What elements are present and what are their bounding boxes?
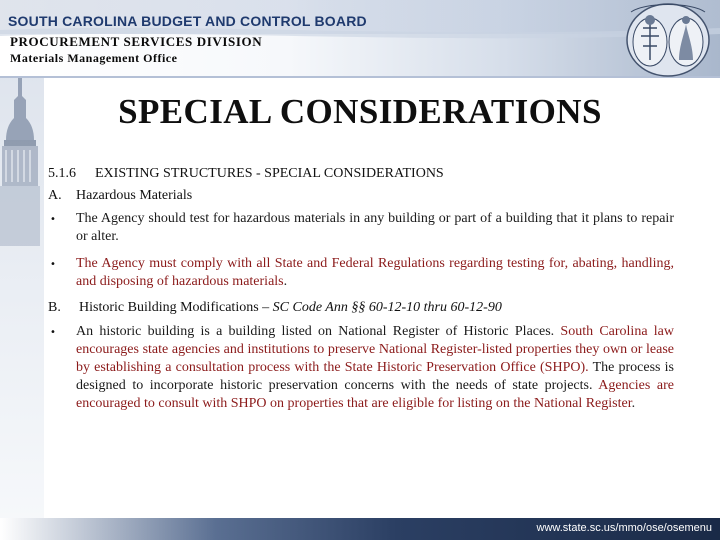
- office-name: Materials Management Office: [10, 51, 178, 65]
- part-b-seg-5: .: [631, 396, 636, 411]
- part-a-letter: A.: [48, 188, 62, 203]
- org-name: SOUTH CAROLINA BUDGET AND CONTROL BOARD: [8, 13, 367, 29]
- part-b-citation: SC Code Ann §§ 60-12-10 thru 60-12-90: [272, 300, 502, 315]
- part-b-seg-2: South Carolina law encourages state agencies and institutions to preserve National Register-listed properties they own or lease by establishing a consultation process with the State Historic Preservation Office (SHPO).: [76, 324, 674, 375]
- part-a-bullet-2-period: .: [283, 274, 288, 289]
- part-b-bullet: [76, 323, 674, 413]
- part-a-bullet-1: The Agency should test for hazardous materials in any building or part of a building that it plans to repair or alter.: [76, 211, 674, 244]
- part-b-heading: Historic Building Modifications –: [79, 300, 273, 315]
- footer-url-link[interactable]: www.state.sc.us/mmo/ose/osemenu: [536, 522, 712, 534]
- division-name: PROCUREMENT SERVICES DIVISION: [10, 34, 263, 49]
- part-a-bullet-2-text: The Agency must comply with all State and Federal Regulations regarding testing for, abating, handling, and disposing of hazardous materials: [76, 256, 674, 289]
- part-b-heading-group: [79, 300, 502, 316]
- part-b-seg-1: An historic building is a building listed on National Register of Historic Places.: [76, 324, 561, 339]
- part-b-seg-4: Agencies are encouraged to consult with SHPO on properties that are eligible for listing on the National Register: [76, 378, 674, 411]
- section-number: 5.1.6: [48, 166, 76, 181]
- part-b-seg-3: The process is designed to incorporate historic preservation concerns with the needs of state projects.: [76, 360, 675, 393]
- bullet-icon: •: [50, 327, 56, 338]
- page-title: SPECIAL CONSIDERATIONS: [118, 92, 602, 131]
- bullet-icon: •: [50, 214, 56, 225]
- bullet-icon: •: [50, 259, 56, 270]
- section-heading: EXISTING STRUCTURES - SPECIAL CONSIDERATIONS: [95, 166, 444, 181]
- footer-band: [0, 518, 720, 540]
- header-band: [0, 0, 720, 78]
- part-a-bullet-2: [76, 255, 674, 291]
- state-seal-icon: [625, 2, 711, 78]
- capitol-dome-icon: [0, 78, 44, 518]
- part-b-letter: B.: [48, 300, 61, 315]
- part-a-heading: Hazardous Materials: [76, 188, 193, 203]
